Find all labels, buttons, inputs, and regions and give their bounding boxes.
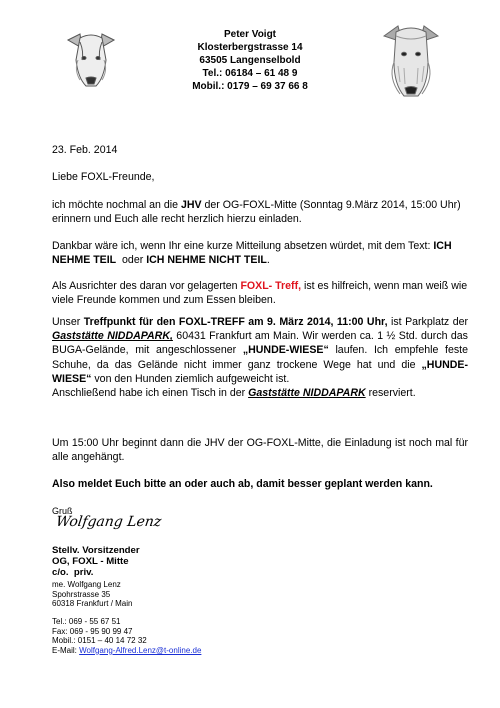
text: laufen. Ich empfehle feste Schuhe, da das Gelände nicht immer ganz trockene Wege hat und die (52, 344, 468, 371)
address-name: me. Wolfgang Lenz (52, 580, 121, 589)
gaststaette-name: Gaststätte NIDDAPARK (248, 387, 366, 399)
text: oder (116, 254, 147, 267)
hunde-wiese-bold: „HUNDE-WIESE“ (52, 358, 468, 385)
text: . (266, 254, 270, 267)
sender-mobil: Mobil.: 0179 – 69 37 66 8 (192, 81, 308, 92)
address-city: 60318 Frankfurt / Main (52, 599, 133, 609)
treffpunkt-bold: Treffpunkt für den FOXL-TREFF am 9. März 2014, 11:00 Uhr, (83, 316, 388, 328)
signatory-org: OG, FOXL - Mitte (52, 556, 129, 567)
gaststaette-link: Gaststätte NIDDAPARK, (52, 330, 173, 343)
signatory-co: c/o. priv. (52, 567, 94, 578)
email-link[interactable]: Wolfgang-Alfred.Lenz@t-online.de (79, 645, 202, 655)
sender-street: Klosterbergstrasse 14 (197, 42, 303, 53)
sender-header (190, 28, 310, 93)
paragraph-call-to-action: Also meldet Euch bitte an oder auch ab, damit besser geplant werden kann. (52, 478, 433, 490)
dog-head-left-image (60, 30, 122, 92)
option-teil: ICH NEHME TEIL (52, 240, 452, 267)
sender-name: Peter Voigt (223, 29, 277, 40)
signatory-title: Stellv. Vorsitzender (52, 545, 140, 556)
text: reserviert. (365, 387, 416, 399)
contact-mobil: Mobil.: 0151 – 40 14 72 32 (52, 636, 147, 646)
paragraph-jhv-time: Um 15:00 Uhr beginnt dann die JHV der OG-FOXL-Mitte, die Einladung ist noch mal für alle angehängt. (52, 437, 468, 464)
letter-greeting: Liebe FOXL-Freunde, (52, 171, 155, 183)
signatory-address (52, 580, 132, 609)
contact-fax: Fax: 069 - 95 90 99 47 (52, 626, 133, 636)
sender-tel: Tel.: 06184 – 61 48 9 (202, 68, 298, 79)
foxl-treff-highlight: FOXL- Treff, (240, 280, 302, 292)
jhv-bold: JHV (180, 199, 202, 211)
email-label: E-Mail: (52, 645, 80, 655)
text: von den Hunden ziemlich aufgeweicht ist. (91, 372, 290, 385)
text: 60431 Frankfurt am Main. Wir werden ca. 1 ½ Std. durch das BUGA-Gelände, mit angeschlossener (52, 330, 468, 357)
signatory-block (52, 545, 140, 578)
paragraph-request (52, 239, 468, 267)
paragraph-treff (52, 279, 468, 307)
contact-email-line (52, 646, 201, 656)
text: ich möchte nochmal an die (52, 199, 181, 211)
contact-block (52, 617, 201, 655)
text: ist es hilfreich, wenn man weiß wie viele Freunde kommen und zum Essen bleiben. (52, 280, 468, 307)
text: Anschließend habe ich einen Tisch in der (52, 387, 249, 399)
hunde-wiese-bold: „HUNDE-WIESE“ (242, 344, 329, 357)
option-nicht-teil: ICH NEHME NICHT TEIL (146, 254, 267, 267)
text: Als Ausrichter des daran vor gelagerten (52, 280, 241, 292)
contact-tel: Tel.: 069 - 55 67 51 (52, 617, 121, 626)
dog-head-right-image (378, 22, 444, 102)
closing-greeting: Gruß (52, 506, 73, 516)
paragraph-reservation (52, 386, 468, 400)
letter-date: 23. Feb. 2014 (52, 144, 118, 156)
paragraph-treffpunkt (52, 315, 468, 386)
handwritten-signature: Wolfgang Lenz (54, 514, 163, 530)
text: der OG-FOXL-Mitte (Sonntag 9.März 2014, 15:00 Uhr) erinnern und Euch alle recht herzlich hierzu einladen. (52, 199, 461, 226)
text: Dankbar wäre ich, wenn Ihr eine kurze Mitteilung absetzen würdet, mit dem Text: (52, 240, 434, 252)
sender-city: 63505 Langenselbold (199, 55, 301, 66)
address-street: Spohrstrasse 35 (52, 589, 111, 599)
text: Unser (52, 316, 84, 328)
paragraph-jhv (52, 198, 468, 226)
text: ist Parkplatz der (387, 316, 469, 328)
